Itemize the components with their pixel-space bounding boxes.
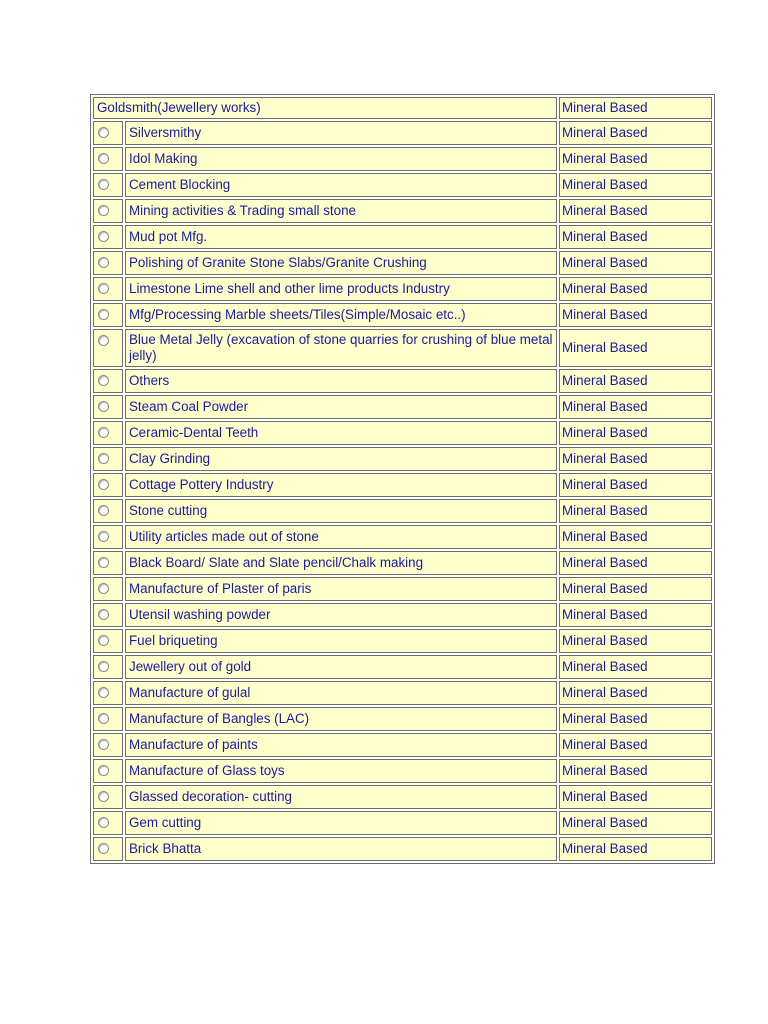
industry-category: Mineral Based	[559, 629, 712, 653]
industry-radio-button[interactable]	[98, 127, 109, 138]
table-row[interactable]	[93, 329, 712, 367]
industry-category: Mineral Based	[559, 369, 712, 393]
table-row[interactable]	[93, 173, 712, 197]
industry-name: Manufacture of paints	[125, 733, 557, 757]
industry-name: Manufacture of gulal	[125, 681, 557, 705]
table-row[interactable]	[93, 225, 712, 249]
table-row[interactable]	[93, 303, 712, 327]
industry-category: Mineral Based	[559, 655, 712, 679]
radio-cell[interactable]	[93, 277, 123, 301]
industry-name: Polishing of Granite Stone Slabs/Granite Crushing	[125, 251, 557, 275]
industry-category: Mineral Based	[559, 681, 712, 705]
radio-cell[interactable]	[93, 759, 123, 783]
radio-cell[interactable]	[93, 577, 123, 601]
industry-name: Steam Coal Powder	[125, 395, 557, 419]
table-row-header	[93, 97, 712, 119]
industry-name: Stone cutting	[125, 499, 557, 523]
industry-name: Utility articles made out of stone	[125, 525, 557, 549]
industry-category: Mineral Based	[559, 837, 712, 861]
radio-cell[interactable]	[93, 837, 123, 861]
table-row[interactable]	[93, 707, 712, 731]
industry-category: Mineral Based	[559, 577, 712, 601]
industry-category: Mineral Based	[559, 121, 712, 145]
industry-name: Manufacture of Glass toys	[125, 759, 557, 783]
industry-radio-button[interactable]	[98, 479, 109, 490]
industry-name: Utensil washing powder	[125, 603, 557, 627]
industry-name: Mud pot Mfg.	[125, 225, 557, 249]
industry-radio-button[interactable]	[98, 427, 109, 438]
industry-name: Goldsmith(Jewellery works)	[93, 97, 557, 119]
industry-name: Black Board/ Slate and Slate pencil/Chalk making	[125, 551, 557, 575]
radio-cell[interactable]	[93, 681, 123, 705]
radio-cell[interactable]	[93, 707, 123, 731]
industry-radio-button[interactable]	[98, 335, 109, 346]
industry-radio-button[interactable]	[98, 687, 109, 698]
industry-name: Blue Metal Jelly (excavation of stone quarries for crushing of blue metal jelly)	[125, 329, 557, 367]
industry-name: Glassed decoration- cutting	[125, 785, 557, 809]
radio-cell[interactable]	[93, 499, 123, 523]
industry-table	[91, 95, 714, 863]
radio-cell[interactable]	[93, 603, 123, 627]
industry-name: Manufacture of Plaster of paris	[125, 577, 557, 601]
industry-category: Mineral Based	[559, 173, 712, 197]
radio-cell[interactable]	[93, 251, 123, 275]
table-row[interactable]	[93, 603, 712, 627]
industry-category: Mineral Based	[559, 551, 712, 575]
radio-cell[interactable]	[93, 329, 123, 367]
industry-name: Ceramic-Dental Teeth	[125, 421, 557, 445]
table-row[interactable]	[93, 629, 712, 653]
table-row[interactable]	[93, 421, 712, 445]
table-row[interactable]	[93, 759, 712, 783]
table-row[interactable]	[93, 551, 712, 575]
industry-name: Limestone Lime shell and other lime products Industry	[125, 277, 557, 301]
radio-cell[interactable]	[93, 173, 123, 197]
industry-radio-button[interactable]	[98, 635, 109, 646]
industry-name: Brick Bhatta	[125, 837, 557, 861]
industry-category: Mineral Based	[559, 811, 712, 835]
table-row[interactable]	[93, 395, 712, 419]
industry-radio-button[interactable]	[98, 843, 109, 854]
radio-cell[interactable]	[93, 395, 123, 419]
industry-radio-button[interactable]	[98, 309, 109, 320]
industry-radio-button[interactable]	[98, 661, 109, 672]
table-row[interactable]	[93, 525, 712, 549]
radio-cell[interactable]	[93, 303, 123, 327]
industry-category: Mineral Based	[559, 329, 712, 367]
table-row[interactable]	[93, 811, 712, 835]
industry-radio-button[interactable]	[98, 557, 109, 568]
table-row[interactable]	[93, 577, 712, 601]
industry-radio-button[interactable]	[98, 583, 109, 594]
industry-category: Mineral Based	[559, 499, 712, 523]
radio-cell[interactable]	[93, 225, 123, 249]
radio-cell[interactable]	[93, 447, 123, 471]
industry-radio-button[interactable]	[98, 153, 109, 164]
industry-category: Mineral Based	[559, 447, 712, 471]
table-row[interactable]	[93, 121, 712, 145]
radio-cell[interactable]	[93, 421, 123, 445]
table-row[interactable]	[93, 681, 712, 705]
industry-category: Mineral Based	[559, 525, 712, 549]
industry-category: Mineral Based	[559, 303, 712, 327]
table-row[interactable]	[93, 837, 712, 861]
industry-category: Mineral Based	[559, 199, 712, 223]
radio-cell[interactable]	[93, 199, 123, 223]
radio-cell[interactable]	[93, 655, 123, 679]
industry-category: Mineral Based	[559, 225, 712, 249]
table-row[interactable]	[93, 251, 712, 275]
industry-category: Mineral Based	[559, 707, 712, 731]
industry-radio-button[interactable]	[98, 205, 109, 216]
industry-radio-button[interactable]	[98, 531, 109, 542]
radio-cell[interactable]	[93, 785, 123, 809]
industry-radio-button[interactable]	[98, 453, 109, 464]
industry-category: Mineral Based	[559, 785, 712, 809]
table-row[interactable]	[93, 369, 712, 393]
industry-category: Mineral Based	[559, 395, 712, 419]
radio-cell[interactable]	[93, 811, 123, 835]
table-row[interactable]	[93, 277, 712, 301]
industry-name: Clay Grinding	[125, 447, 557, 471]
industry-name: Fuel briqueting	[125, 629, 557, 653]
industry-radio-button[interactable]	[98, 375, 109, 386]
industry-category: Mineral Based	[559, 97, 712, 119]
radio-cell[interactable]	[93, 473, 123, 497]
industry-name: Cottage Pottery Industry	[125, 473, 557, 497]
radio-cell[interactable]	[93, 525, 123, 549]
table-row[interactable]	[93, 147, 712, 171]
industry-category: Mineral Based	[559, 421, 712, 445]
industry-radio-button[interactable]	[98, 505, 109, 516]
industry-radio-button[interactable]	[98, 609, 109, 620]
industry-radio-button[interactable]	[98, 739, 109, 750]
industry-category: Mineral Based	[559, 733, 712, 757]
industry-category: Mineral Based	[559, 277, 712, 301]
industry-category: Mineral Based	[559, 759, 712, 783]
radio-cell[interactable]	[93, 629, 123, 653]
industry-category: Mineral Based	[559, 603, 712, 627]
table-row[interactable]	[93, 473, 712, 497]
radio-cell[interactable]	[93, 147, 123, 171]
table-row[interactable]	[93, 199, 712, 223]
industry-name: Idol Making	[125, 147, 557, 171]
industry-name: Cement Blocking	[125, 173, 557, 197]
industry-name: Mining activities & Trading small stone	[125, 199, 557, 223]
industry-radio-button[interactable]	[98, 179, 109, 190]
industry-radio-button[interactable]	[98, 791, 109, 802]
table-row[interactable]	[93, 785, 712, 809]
industry-category: Mineral Based	[559, 147, 712, 171]
industry-category: Mineral Based	[559, 251, 712, 275]
industry-name: Gem cutting	[125, 811, 557, 835]
industry-radio-button[interactable]	[98, 283, 109, 294]
industry-radio-button[interactable]	[98, 231, 109, 242]
radio-cell[interactable]	[93, 733, 123, 757]
radio-cell[interactable]	[93, 369, 123, 393]
industry-name: Others	[125, 369, 557, 393]
table-row[interactable]	[93, 655, 712, 679]
industry-radio-button[interactable]	[98, 401, 109, 412]
industry-radio-button[interactable]	[98, 713, 109, 724]
industry-radio-button[interactable]	[98, 817, 109, 828]
industry-radio-button[interactable]	[98, 765, 109, 776]
industry-name: Silversmithy	[125, 121, 557, 145]
table-row[interactable]	[93, 499, 712, 523]
industry-name: Manufacture of Bangles (LAC)	[125, 707, 557, 731]
table-row[interactable]	[93, 733, 712, 757]
industry-category: Mineral Based	[559, 473, 712, 497]
industry-name: Jewellery out of gold	[125, 655, 557, 679]
radio-cell[interactable]	[93, 121, 123, 145]
radio-cell[interactable]	[93, 551, 123, 575]
table-row[interactable]	[93, 447, 712, 471]
industry-radio-button[interactable]	[98, 257, 109, 268]
industry-name: Mfg/Processing Marble sheets/Tiles(Simple/Mosaic etc..)	[125, 303, 557, 327]
industry-selection-table	[90, 94, 715, 864]
